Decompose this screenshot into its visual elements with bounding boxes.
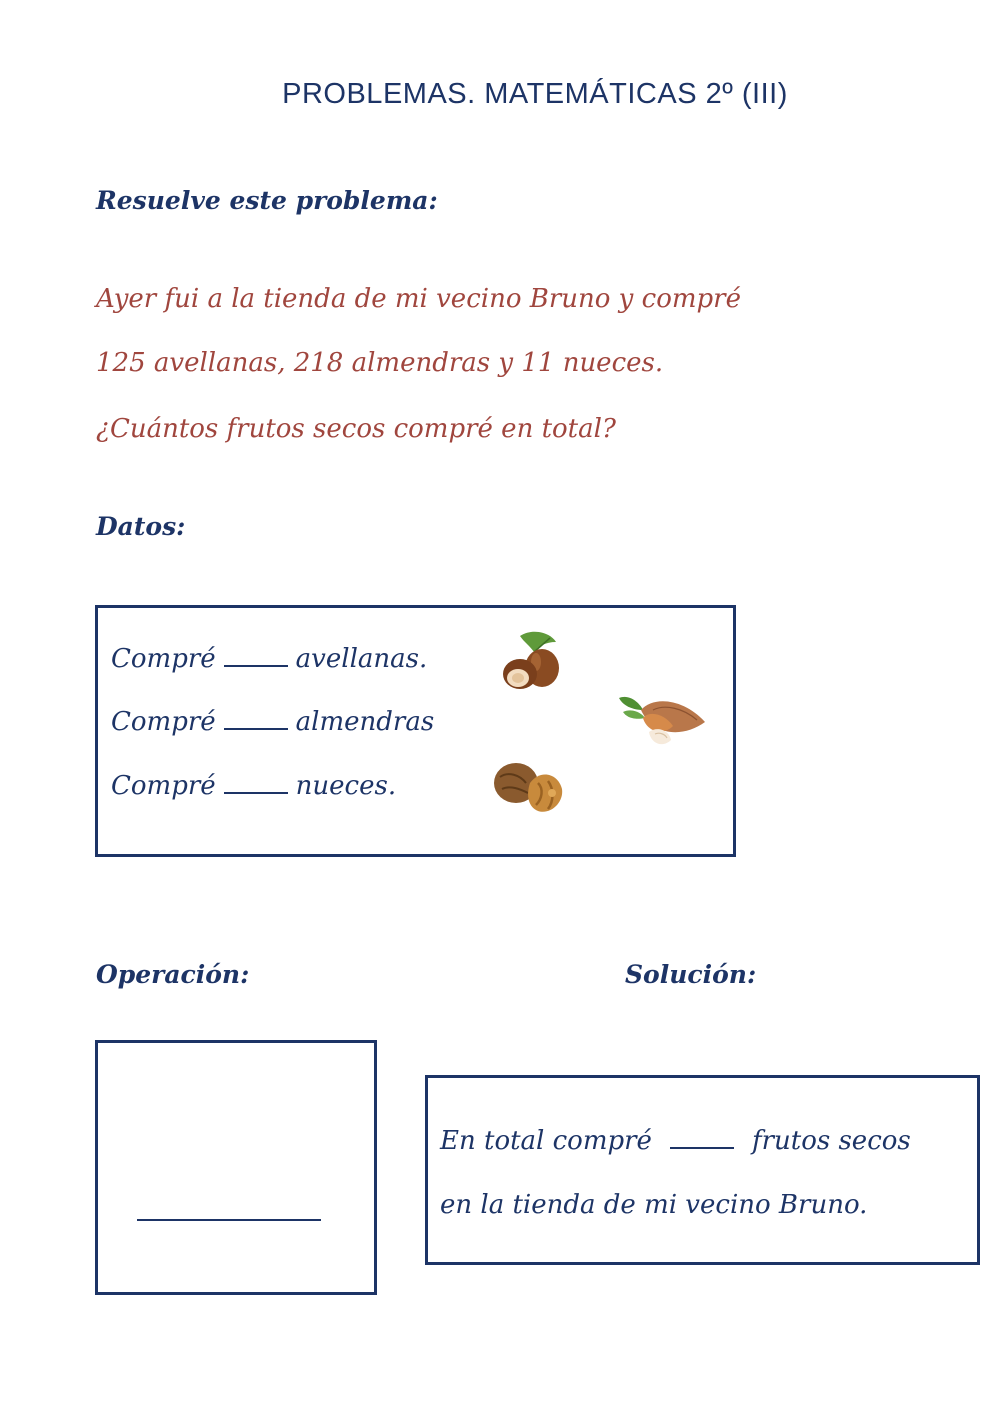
problem-line-3: ¿Cuántos frutos secos compré en total? xyxy=(96,414,616,444)
datos-row-almonds xyxy=(111,707,434,737)
datos-box xyxy=(95,605,736,857)
datos-row-suffix: nueces. xyxy=(295,771,397,801)
datos-row-prefix: Compré xyxy=(111,771,216,801)
datos-row-prefix: Compré xyxy=(111,644,216,674)
datos-row-suffix: avellanas. xyxy=(295,644,428,674)
instruction-heading: Resuelve este problema: xyxy=(96,186,438,215)
datos-row-hazelnuts xyxy=(111,644,427,674)
solucion-heading: Solución: xyxy=(625,960,757,989)
walnut-icon xyxy=(490,753,570,823)
problem-line-1: Ayer fui a la tienda de mi vecino Bruno y compré xyxy=(96,284,741,314)
solucion-line-1 xyxy=(440,1126,911,1156)
datos-row-prefix: Compré xyxy=(111,707,216,737)
solucion-line-1-prefix: En total compré xyxy=(440,1126,652,1156)
hazelnuts-answer-blank[interactable] xyxy=(224,645,288,667)
almonds-answer-blank[interactable] xyxy=(224,708,288,730)
almond-icon xyxy=(613,688,709,758)
hazelnut-icon xyxy=(490,628,570,698)
datos-row-suffix: almendras xyxy=(295,707,435,737)
operacion-heading: Operación: xyxy=(96,960,250,989)
walnuts-answer-blank[interactable] xyxy=(224,772,288,794)
problem-line-2: 125 avellanas, 218 almendras y 11 nueces. xyxy=(96,348,664,378)
total-answer-blank[interactable] xyxy=(670,1127,734,1149)
solucion-line-2: en la tienda de mi vecino Bruno. xyxy=(440,1190,868,1220)
datos-heading: Datos: xyxy=(96,512,186,541)
datos-row-walnuts xyxy=(111,771,396,801)
solucion-line-1-suffix: frutos secos xyxy=(751,1126,911,1156)
page-title: PROBLEMAS. MATEMÁTICAS 2º (III) xyxy=(282,78,788,110)
operacion-box[interactable] xyxy=(95,1040,377,1295)
operacion-result-line xyxy=(137,1219,321,1221)
solucion-box xyxy=(425,1075,980,1265)
